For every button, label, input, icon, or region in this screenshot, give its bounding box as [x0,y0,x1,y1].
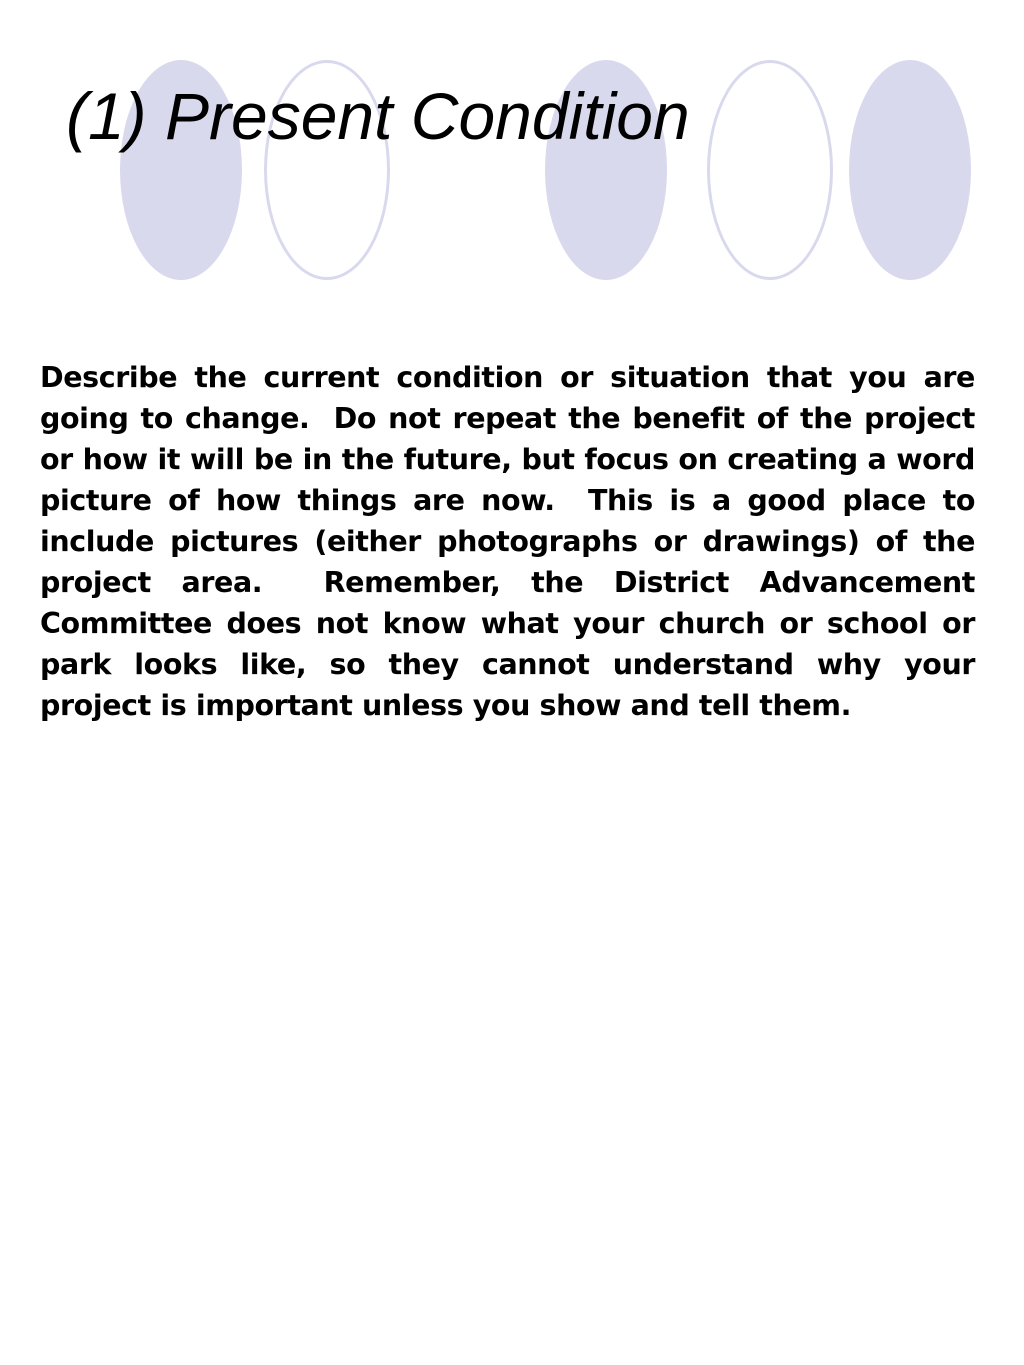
oval-shape-outline-2 [707,60,833,280]
oval-shape-filled-3 [849,60,971,280]
slide-body-text: Describe the current condition or situation that you are going to change. Do not repeat the benefit of the project or how it will be in the future, but focus on creating a word picture of how things are now. This is a good place to include pictures (either photographs or drawings) of the project area. Remember, the District Advancement Committee does not know what your church or school or park looks like, so they cannot understand why your project is important unless you show and tell them. [40,361,985,722]
slide-title: (1) Present Condition [66,79,690,153]
